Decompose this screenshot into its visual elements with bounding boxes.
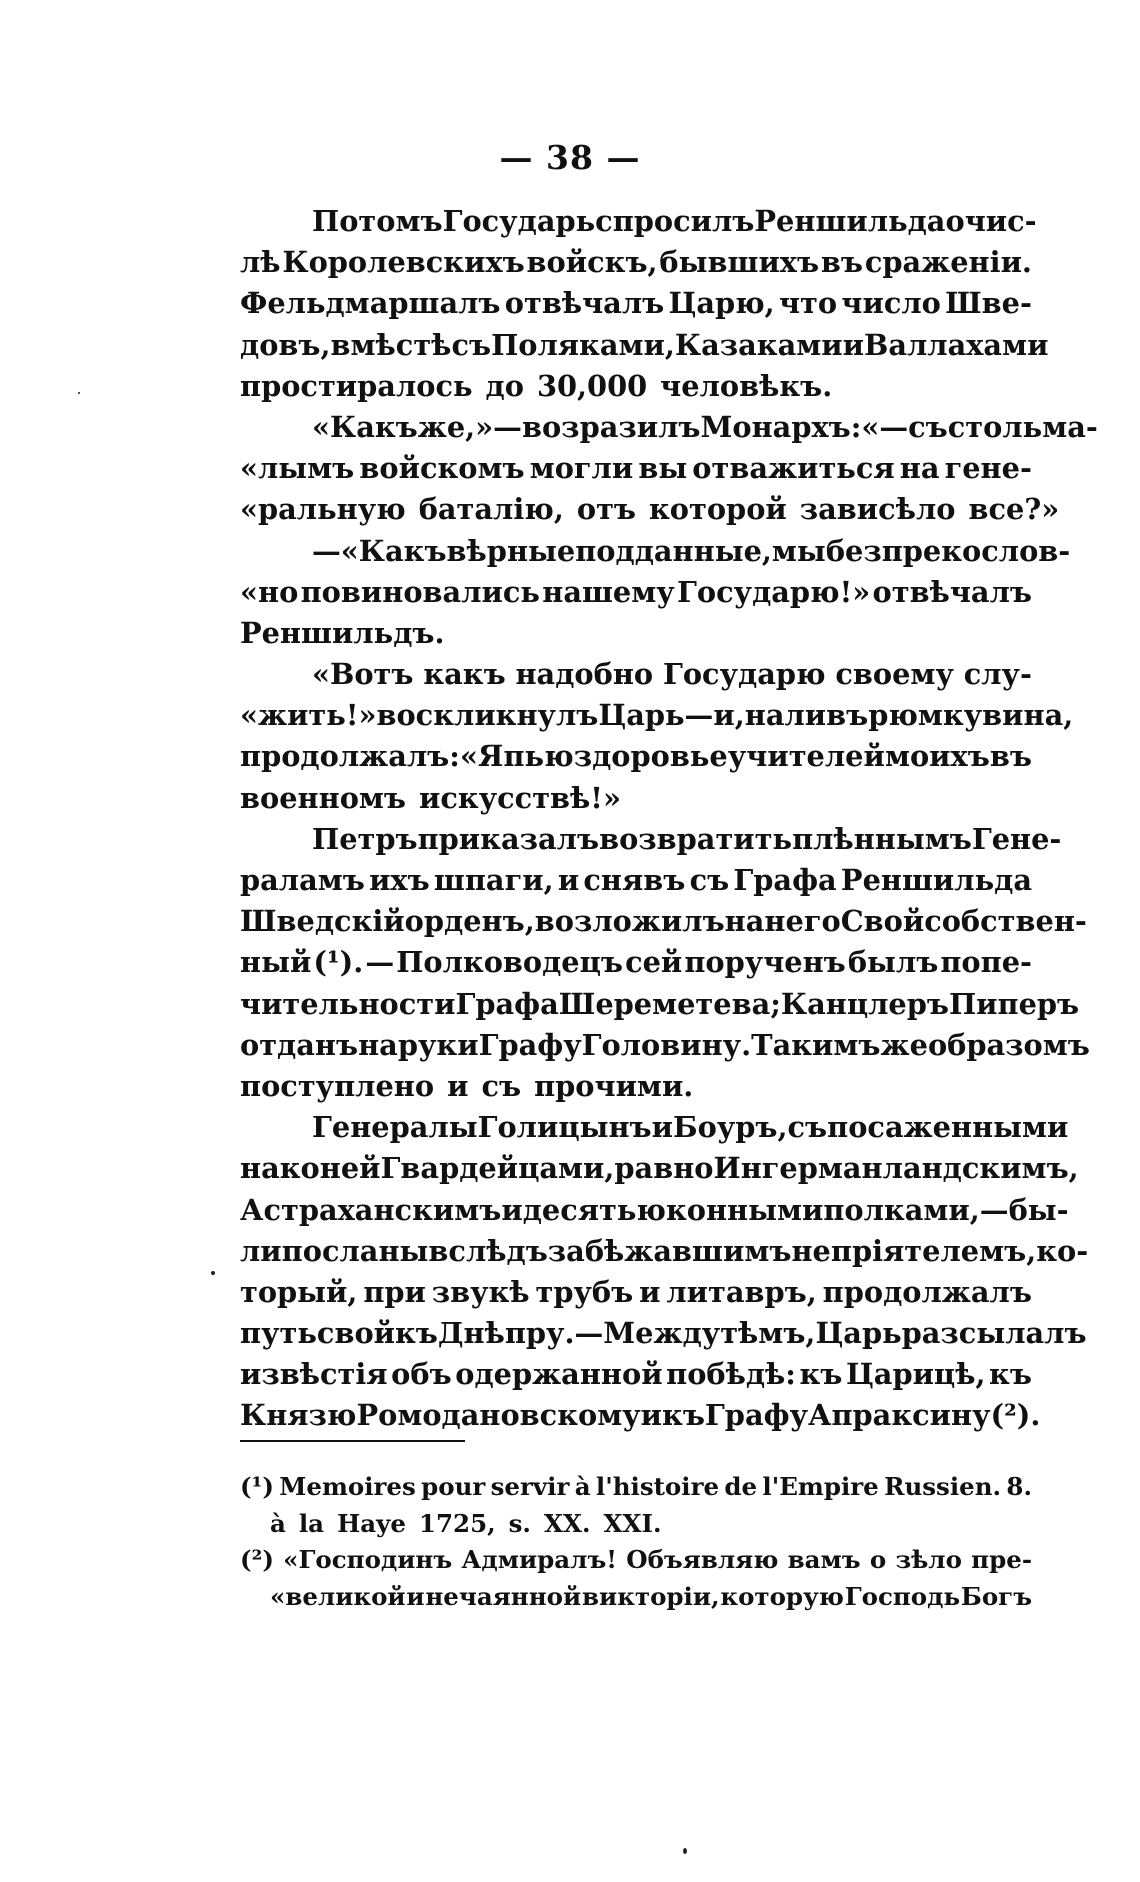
word: разсылалъ <box>901 1316 1087 1351</box>
scan-speck <box>78 392 80 394</box>
word: литавръ, <box>666 1274 817 1309</box>
word: пью <box>503 739 574 774</box>
text-line <box>240 860 1032 901</box>
word: десятью <box>522 1192 666 1227</box>
word: которую <box>720 1581 844 1611</box>
word: же <box>880 1027 928 1062</box>
paragraph-5 <box>240 819 1090 1107</box>
word: l'histoire <box>595 1472 720 1501</box>
footnote-1 <box>240 1469 1032 1542</box>
word: 1725, <box>418 1508 496 1538</box>
word: 8. <box>1006 1472 1032 1501</box>
word: Графа <box>733 863 837 897</box>
word: возложилъ <box>534 904 725 939</box>
word: ли <box>240 1233 282 1268</box>
word: до <box>485 368 524 403</box>
word: на <box>899 451 940 486</box>
word: s. <box>508 1508 531 1538</box>
word: Царь <box>815 1316 902 1351</box>
scan-speck <box>683 1848 687 1854</box>
word: что <box>778 286 838 321</box>
word: поступлено <box>240 1068 435 1103</box>
word: спросилъ <box>595 204 755 238</box>
word: за <box>547 1233 585 1268</box>
word: къ <box>662 1398 705 1433</box>
word: чис- <box>964 204 1037 238</box>
word: вѣрные <box>446 533 576 568</box>
word: Господь <box>844 1581 961 1611</box>
word: Царь—и, <box>598 698 745 733</box>
word: извѣстія <box>240 1357 388 1392</box>
word: возвратить <box>599 821 793 856</box>
word: здоровье <box>573 739 728 774</box>
word: руки <box>397 1027 479 1062</box>
word: (¹). <box>313 945 364 980</box>
paragraph-2 <box>240 407 1098 531</box>
word: Russien. <box>884 1472 1002 1501</box>
word: трубъ <box>535 1274 634 1309</box>
text-line <box>240 1066 1032 1107</box>
word: прочими. <box>534 1068 694 1103</box>
text-line <box>240 1272 1032 1313</box>
word: pour <box>421 1472 486 1501</box>
word: Государю!» <box>677 574 871 609</box>
page-number: — 38 — <box>499 138 641 177</box>
word: образомъ <box>927 1027 1090 1062</box>
word: Царицѣ, <box>845 1357 986 1392</box>
word: какъ <box>423 657 506 692</box>
paragraph-6 <box>240 1107 1089 1437</box>
word: объ <box>391 1357 452 1392</box>
word: на <box>240 1151 280 1186</box>
word: баталію, <box>418 492 564 527</box>
footnote-2 <box>240 1542 1032 1615</box>
word: Петръ <box>312 821 418 856</box>
word: Графа <box>455 986 559 1021</box>
text-line <box>240 736 1032 777</box>
word: Головину. <box>581 1027 752 1062</box>
word: Государю <box>662 657 826 692</box>
paragraph-3 <box>240 531 1071 655</box>
word: «Какъ <box>312 409 418 444</box>
word: продолжалъ: <box>240 739 460 774</box>
word: военномъ <box>240 780 407 815</box>
text-line <box>240 1354 1032 1395</box>
word: Царю, <box>668 286 775 321</box>
word: и <box>406 1581 425 1611</box>
word: «лымъ <box>240 451 355 486</box>
text-line <box>240 325 1049 366</box>
word: вслѣдъ <box>428 1233 548 1268</box>
word: «жить!» <box>240 698 377 733</box>
word: отвѣчалъ <box>872 574 1032 609</box>
word: Апраксину <box>808 1398 991 1433</box>
word: Фельдмаршалъ <box>240 286 501 321</box>
word: «Я <box>459 739 504 774</box>
word: довъ, <box>240 327 331 362</box>
word: войскомъ <box>359 451 525 486</box>
word: человѣкъ. <box>660 368 833 403</box>
word: тѣмъ, <box>720 1316 816 1351</box>
word: Haye <box>337 1508 406 1538</box>
word: къ <box>799 1357 843 1392</box>
text-line <box>240 1313 1087 1354</box>
word: звукѣ <box>431 1274 530 1309</box>
word: мы <box>771 533 826 568</box>
word: полками,—бы- <box>823 1192 1069 1227</box>
word: побѣдѣ: <box>666 1357 796 1392</box>
footnotes <box>240 1469 1032 1615</box>
word: и <box>447 1068 469 1103</box>
word: столь <box>947 409 1043 444</box>
word: посланы <box>281 1233 429 1268</box>
word: Адмиралъ! <box>461 1545 617 1574</box>
word: продолжалъ <box>822 1274 1032 1309</box>
word: нашему <box>542 574 675 609</box>
word: Полководецъ <box>396 945 623 980</box>
word: слу- <box>963 657 1032 692</box>
word: воскликнулъ <box>376 698 599 733</box>
word: викторіи, <box>582 1581 720 1611</box>
word: «Господинъ <box>283 1545 453 1574</box>
word: могли <box>529 451 634 486</box>
word: отъ <box>576 492 636 527</box>
text-line <box>240 1107 1069 1148</box>
text-line <box>240 448 1032 489</box>
word: съ <box>689 863 730 897</box>
text-line <box>240 942 1032 983</box>
word: Астраханскимъ <box>240 1192 502 1227</box>
word: при <box>363 1274 426 1309</box>
word: à <box>574 1472 591 1501</box>
word: непріятелемъ, <box>791 1233 1037 1268</box>
word: попе- <box>940 945 1032 980</box>
word: моихъ <box>884 739 990 774</box>
footnote-divider <box>240 1440 465 1442</box>
text-line <box>240 201 1037 242</box>
word: «ральную <box>240 492 406 527</box>
word: былъ <box>847 945 939 980</box>
body-text <box>240 201 1098 1437</box>
word: простиралось <box>240 368 473 403</box>
word: на <box>724 904 765 939</box>
word: одержанной <box>455 1357 663 1392</box>
word: все?» <box>968 492 1060 527</box>
word: сраженіи. <box>864 245 1032 280</box>
word: Такимъ <box>751 1027 881 1062</box>
word: l'Empire <box>762 1472 879 1501</box>
word: безпрекослов- <box>825 533 1071 568</box>
word: à <box>270 1508 286 1538</box>
text-line: Реншильдъ. <box>240 615 445 650</box>
word: «великой <box>270 1581 406 1611</box>
word: и <box>651 1110 673 1145</box>
word: (²) <box>240 1545 274 1574</box>
word: ко- <box>1036 1233 1089 1268</box>
word: зѣло <box>895 1545 962 1574</box>
word: орденъ, <box>404 904 535 939</box>
text-line <box>240 572 1032 613</box>
word: въ <box>820 245 863 280</box>
word: — <box>365 945 395 980</box>
word: Генералы <box>312 1110 478 1145</box>
word: Гене- <box>971 821 1062 856</box>
word: Графу <box>704 1398 809 1433</box>
word: съ <box>451 327 492 362</box>
word: Memoires <box>279 1472 416 1501</box>
word: путь <box>240 1316 317 1351</box>
word: которой <box>649 492 787 527</box>
word: Реншильда <box>754 204 946 238</box>
word: Голицынъ <box>477 1110 652 1145</box>
word: шпаги, <box>433 863 554 897</box>
word: о <box>945 204 965 238</box>
word: повиновались <box>300 574 540 609</box>
word: бѣжавшимъ <box>584 1233 792 1268</box>
text-line <box>240 283 1032 324</box>
word: число <box>841 286 941 321</box>
word: на <box>358 1027 398 1062</box>
word: и <box>557 863 580 897</box>
word: ма- <box>1042 409 1098 444</box>
word: въ <box>989 739 1032 774</box>
word: вы <box>638 451 688 486</box>
word: съ <box>787 1110 828 1145</box>
text-line <box>240 1148 1079 1189</box>
word: Богъ <box>960 1581 1032 1611</box>
word: servir <box>490 1472 570 1501</box>
word: него <box>764 904 841 939</box>
paragraph-4 <box>240 654 1074 819</box>
word: раламъ <box>240 863 365 897</box>
word: съ <box>481 1068 522 1103</box>
word: конными <box>665 1192 824 1227</box>
word: отданъ <box>240 1027 359 1062</box>
word: учителей <box>727 739 885 774</box>
footnote-line <box>240 1469 1032 1506</box>
text-line <box>240 1395 1041 1436</box>
word: ихъ <box>369 863 430 897</box>
word: «Вотъ <box>312 657 414 692</box>
word: нечаянной <box>425 1581 582 1611</box>
word: XX. <box>543 1508 591 1538</box>
text-line <box>240 695 1074 736</box>
word: посаженными <box>827 1110 1069 1145</box>
word: зависѣло <box>799 492 956 527</box>
word: лѣ <box>240 245 281 280</box>
scan-speck <box>211 1271 215 1275</box>
word: войскъ, <box>526 245 658 280</box>
word: Шве- <box>945 286 1032 321</box>
word: Ромодановскому <box>356 1398 641 1433</box>
word: Шереметева; <box>558 986 781 1021</box>
word: Поляками, <box>491 327 675 362</box>
word: «но <box>240 574 299 609</box>
word: искусствѣ!» <box>419 780 621 815</box>
text-line <box>240 901 1087 942</box>
footnote-line <box>240 1506 1032 1543</box>
word: къ <box>395 1316 438 1351</box>
word: вина, <box>982 698 1074 733</box>
word: чительности <box>240 986 456 1021</box>
word: ный <box>240 945 312 980</box>
word: Реншильда <box>840 863 1032 897</box>
word: и <box>640 1398 663 1433</box>
word: Боуръ, <box>673 1110 788 1145</box>
word: отважиться <box>692 451 895 486</box>
text-line <box>240 778 1032 819</box>
word: Днѣпру.—Между <box>437 1316 721 1351</box>
text-line <box>240 1190 1069 1231</box>
word: приказалъ <box>417 821 600 856</box>
word: и <box>842 327 864 362</box>
word: подданные, <box>575 533 772 568</box>
word: вамъ <box>787 1545 861 1574</box>
text-line <box>240 819 1062 860</box>
word: равно <box>614 1151 714 1186</box>
word: надобно <box>515 657 654 692</box>
word: отвѣчалъ <box>504 286 665 321</box>
word: Монархъ:«—съ <box>700 409 948 444</box>
word: Королевскихъ <box>282 245 525 280</box>
word: Свой <box>840 904 925 939</box>
word: Государь <box>442 204 596 238</box>
word: рюмку <box>868 698 983 733</box>
word: Ингерманландскимъ, <box>713 1151 1079 1186</box>
word: же,»—возразилъ <box>417 409 701 444</box>
word: наливъ <box>744 698 869 733</box>
text-line <box>240 654 1032 695</box>
word: Шведскій <box>240 904 405 939</box>
word: Объявляю <box>626 1545 779 1574</box>
word: свой <box>316 1316 396 1351</box>
word: Казаками <box>674 327 843 362</box>
word: бывшихъ <box>659 245 820 280</box>
word: къ <box>989 1357 1032 1392</box>
word: сей <box>625 945 683 980</box>
word: Пиперъ <box>948 986 1080 1021</box>
text-line <box>240 1231 1089 1272</box>
word: снявъ <box>583 863 686 897</box>
word: Князю <box>240 1398 357 1433</box>
word: своему <box>835 657 954 692</box>
word: пре- <box>971 1545 1032 1574</box>
paragraph-1 <box>240 201 1049 407</box>
word: Потомъ <box>312 204 443 238</box>
word: XXI. <box>603 1508 662 1538</box>
word: (¹) <box>240 1472 274 1501</box>
word: коней <box>279 1151 381 1186</box>
footnote-line <box>240 1542 1032 1579</box>
word: порученъ <box>684 945 846 980</box>
word: —«Какъ <box>312 533 447 568</box>
word: вмѣстѣ <box>330 327 452 362</box>
word: Графу <box>478 1027 582 1062</box>
word: Валлахами <box>864 327 1049 362</box>
text-line <box>240 489 1060 530</box>
word: и <box>501 1192 523 1227</box>
word: и <box>639 1274 661 1309</box>
word: la <box>298 1508 325 1538</box>
word: о <box>869 1545 887 1574</box>
text-line <box>240 242 1032 283</box>
word: торый, <box>240 1274 358 1309</box>
text-line <box>240 531 1071 572</box>
word: собствен- <box>924 904 1087 939</box>
word: de <box>724 1472 758 1501</box>
word: 30,000 <box>536 368 648 403</box>
footnote-line <box>240 1579 1032 1616</box>
word: Канцлеръ <box>780 986 949 1021</box>
text-line <box>240 1025 1090 1066</box>
text-line <box>240 407 1098 448</box>
text-line <box>240 366 1032 407</box>
word: плѣннымъ <box>792 821 972 856</box>
word: Гвардейцами, <box>380 1151 615 1186</box>
word: гене- <box>944 451 1032 486</box>
text-line <box>240 984 1080 1025</box>
word: (²). <box>990 1398 1041 1433</box>
